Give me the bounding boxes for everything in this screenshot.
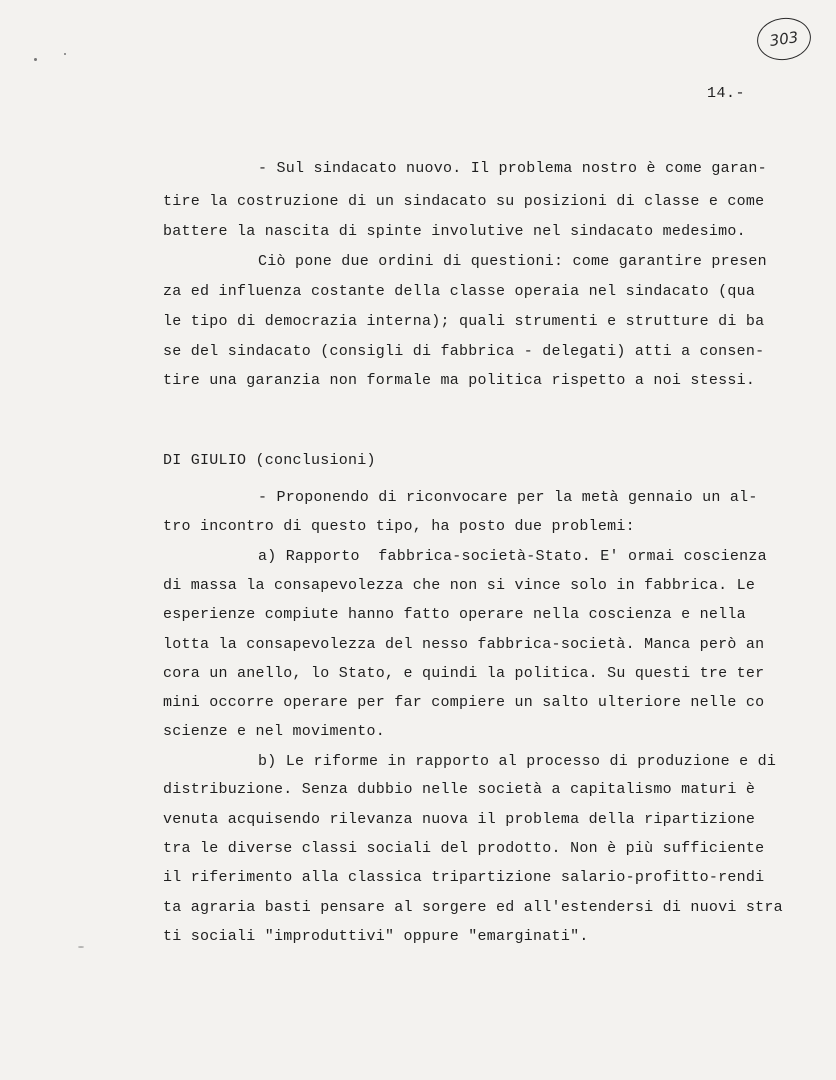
- text-line: tire una garanzia non formale ma politica rispetto a noi stessi.: [163, 372, 756, 389]
- text-line: se del sindacato (consigli di fabbrica - delegati) atti a consen-: [163, 343, 765, 360]
- text-line: il riferimento alla classica tripartizione salario-profitto-rendi: [163, 869, 765, 886]
- text-line: scienze e nel movimento.: [163, 723, 386, 740]
- text-line: - Sul sindacato nuovo. Il problema nostro è come garan-: [258, 160, 767, 177]
- text-line: tra le diverse classi sociali del prodotto. Non è più sufficiente: [163, 840, 765, 857]
- text-line: cora un anello, lo Stato, e quindi la politica. Su questi tre ter: [163, 665, 765, 682]
- text-line: esperienze compiute hanno fatto operare nella coscienza e nella: [163, 606, 746, 623]
- text-line: b) Le riforme in rapporto al processo di produzione e di: [258, 753, 777, 770]
- section-heading: DI GIULIO (conclusioni): [163, 452, 376, 469]
- text-line: a) Rapporto fabbrica-società-Stato. E' ormai coscienza: [258, 548, 767, 565]
- text-line: di massa la consapevolezza che non si vince solo in fabbrica. Le: [163, 577, 756, 594]
- text-line: - Proponendo di riconvocare per la metà gennaio un al-: [258, 489, 758, 506]
- scan-speck: [64, 53, 66, 55]
- text-line: lotta la consapevolezza del nesso fabbrica-società. Manca però an: [163, 636, 765, 653]
- text-line: battere la nascita di spinte involutive nel sindacato medesimo.: [163, 223, 746, 240]
- scan-speck: [78, 946, 84, 948]
- archive-stamp: [754, 14, 813, 63]
- text-line: Ciò pone due ordini di questioni: come garantire presen: [258, 253, 767, 270]
- text-line: ti sociali "improduttivi" oppure "emarginati".: [163, 928, 589, 945]
- text-line: mini occorre operare per far compiere un salto ulteriore nelle co: [163, 694, 765, 711]
- text-line: venuta acquisendo rilevanza nuova il problema della ripartizione: [163, 811, 756, 828]
- stamp-number: 303: [768, 28, 800, 50]
- text-line: tro incontro di questo tipo, ha posto due problemi:: [163, 518, 635, 535]
- page-number: 14.-: [707, 85, 746, 102]
- text-line: le tipo di democrazia interna); quali strumenti e strutture di ba: [163, 313, 765, 330]
- text-line: distribuzione. Senza dubbio nelle società a capitalismo maturi è: [163, 781, 756, 798]
- text-line: ta agraria basti pensare al sorgere ed all'estendersi di nuovi stra: [163, 899, 783, 916]
- text-line: za ed influenza costante della classe operaia nel sindacato (qua: [163, 283, 756, 300]
- scan-speck: [34, 58, 37, 61]
- text-line: tire la costruzione di un sindacato su posizioni di classe e come: [163, 193, 765, 210]
